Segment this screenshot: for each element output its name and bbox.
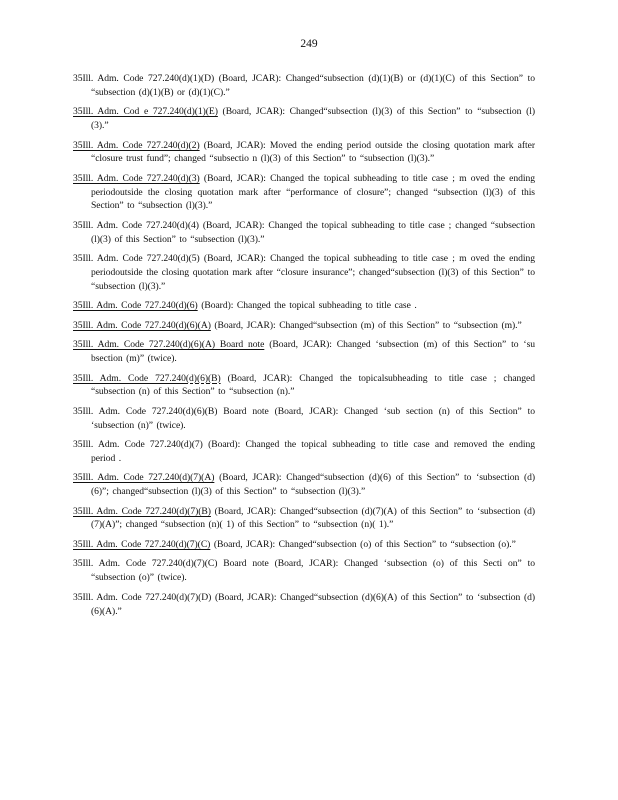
- amendment-entry: [73, 438, 535, 466]
- citation: 35Ill. Adm. Code 727.240(d)(7)(A): [73, 472, 215, 484]
- change-description: (Board, JCAR): Changed ‘sub section (n) of this Section” to ‘subsection (n)” (twice).: [91, 405, 535, 431]
- amendment-entry: [73, 338, 535, 366]
- amendment-entry: [73, 471, 535, 499]
- citation: 35Ill. Adm. Code 727.240(d)(7): [73, 439, 203, 451]
- citation: 35Ill. Adm. Code 727.240(d)(6)(A) Board note: [73, 339, 265, 351]
- citation: 35Ill. Adm. Code 727.240(d)(7)(C) Board note: [73, 558, 269, 570]
- amendment-entry: [73, 557, 535, 585]
- citation: 35Ill. Adm. Cod e 727.240(d)(1)(E): [73, 106, 218, 118]
- amendment-entry: [73, 139, 535, 167]
- page-number: 249: [300, 38, 318, 50]
- change-description: (Board, JCAR): Changed“subsection (d)(6) of this Section” to ‘subsection (d)(6)”; changed“subsection (l)(3) of this Section” to “subsection (l)(3).”: [91, 472, 536, 498]
- change-description: (Board, JCAR): Changed the topical subheading to title case ; m oved the ending periodoutside the closing quotation mark after “performance of closure”; changed “subsection (l)(3) of this Section” to “subsection (l)(3).”: [91, 172, 535, 212]
- amendment-entry: [73, 172, 535, 213]
- change-description: (Board, JCAR): Moved the ending period outside the closing quotation mark after “closure trust fund”; changed “subsectio n (l)(3) of this Section” to “subsection (l)(3).”: [91, 139, 535, 165]
- amendment-entry: [73, 505, 535, 533]
- amendment-entry: [73, 105, 535, 133]
- citation: 35Ill. Adm. Code 727.240(d)(4): [73, 219, 199, 231]
- change-description: (Board, JCAR): Changed“subsection (o) of this Section” to “subsection (o).”: [210, 538, 516, 550]
- amendment-entry: [73, 319, 535, 333]
- citation: 35Ill. Adm. Code 727.240(d)(6): [73, 300, 198, 312]
- amendment-entry: [73, 299, 535, 313]
- change-description: (Board, JCAR): Changed the topical subheading to title case ; m oved the ending periodoutside the closing quotation mark after “closure insurance”; changed“subsection (l)(3) of this Section” to “subsection (l)(3).”: [91, 253, 535, 292]
- citation: 35Ill. Adm. Code 727.240(d)(1)(D): [73, 73, 215, 84]
- change-description: (Board, JCAR): Changed“subsection (d)(7)(A) of this Section” to ‘subsection (d)(7)(A)”; changed “subsection (n)( 1) of this Section” to “subsection (n)( 1).”: [91, 505, 535, 531]
- amendment-entry: [73, 252, 535, 293]
- citation: 35Ill. Adm. Code 727.240(d)(6)(A): [73, 319, 211, 331]
- change-description: (Board): Changed the topical subheading to title case .: [197, 300, 417, 312]
- change-description: (Board, JCAR): Changed“subsection (d)(1)(B) or (d)(1)(C) of this Section” to “subsection (d)(1)(B) or (d)(1)(C).”: [91, 73, 535, 98]
- change-description: (Board, JCAR): Changed“subsection (l)(3) of this Section” to “subsection (l)(3).”: [91, 106, 535, 132]
- citation: 35Ill. Adm. Code 727.240(d)(5): [73, 253, 200, 265]
- citation: 35Ill. Adm. Code 727.240(d)(7)(B): [73, 505, 211, 517]
- citation: 35Ill. Adm. Code 727.240(d)(7)(C): [73, 538, 211, 550]
- citation: 35Ill. Adm. Code 727.240(d)(7)(D): [73, 591, 212, 603]
- amendment-entry: [73, 538, 535, 552]
- citation: 35Ill. Adm. Code 727.240(d)(3): [73, 172, 200, 184]
- amendment-entry: [73, 405, 535, 433]
- amendment-entry: [73, 72, 535, 100]
- change-description: (Board, JCAR): Changed ‘subsection (o) of this Secti on” to “subsection (o)” (twice).: [91, 558, 535, 584]
- amendment-entry: [73, 372, 535, 400]
- amendment-entry: [73, 219, 535, 247]
- amendment-list: [73, 72, 535, 624]
- change-description: (Board, JCAR): Changed“subsection (m) of this Section” to “subsection (m).”: [210, 319, 522, 331]
- change-description: (Board): Changed the topical subheading to title case and removed the ending period .: [91, 439, 535, 464]
- citation: 35Ill. Adm. Code 727.240(d)(6)(B) Board note: [73, 405, 269, 417]
- change-description: (Board, JCAR): Changed ‘subsection (m) of this Section” to ‘su bsection (m)” (twice).: [91, 339, 535, 365]
- change-description: (Board, JCAR): Changed“subsection (d)(6)(A) of this Section” to ‘subsection (d)(6)(A).”: [91, 591, 535, 617]
- change-description: (Board, JCAR): Changed the topicalsubheading to title case ; changed “subsection (n) of this Section” to “subsection (n).”: [91, 372, 536, 398]
- amendment-entry: [73, 591, 535, 619]
- citation: 35Ill. Adm. Code 727.240(d)(2): [73, 139, 200, 151]
- change-description: (Board, JCAR): Changed the topical subheading to title case ; changed “subsection (l)(3) of this Section” to “subsection (l)(3).”: [91, 219, 535, 245]
- citation: 35Ill. Adm. Code 727.240(d)(6)(B): [73, 372, 221, 384]
